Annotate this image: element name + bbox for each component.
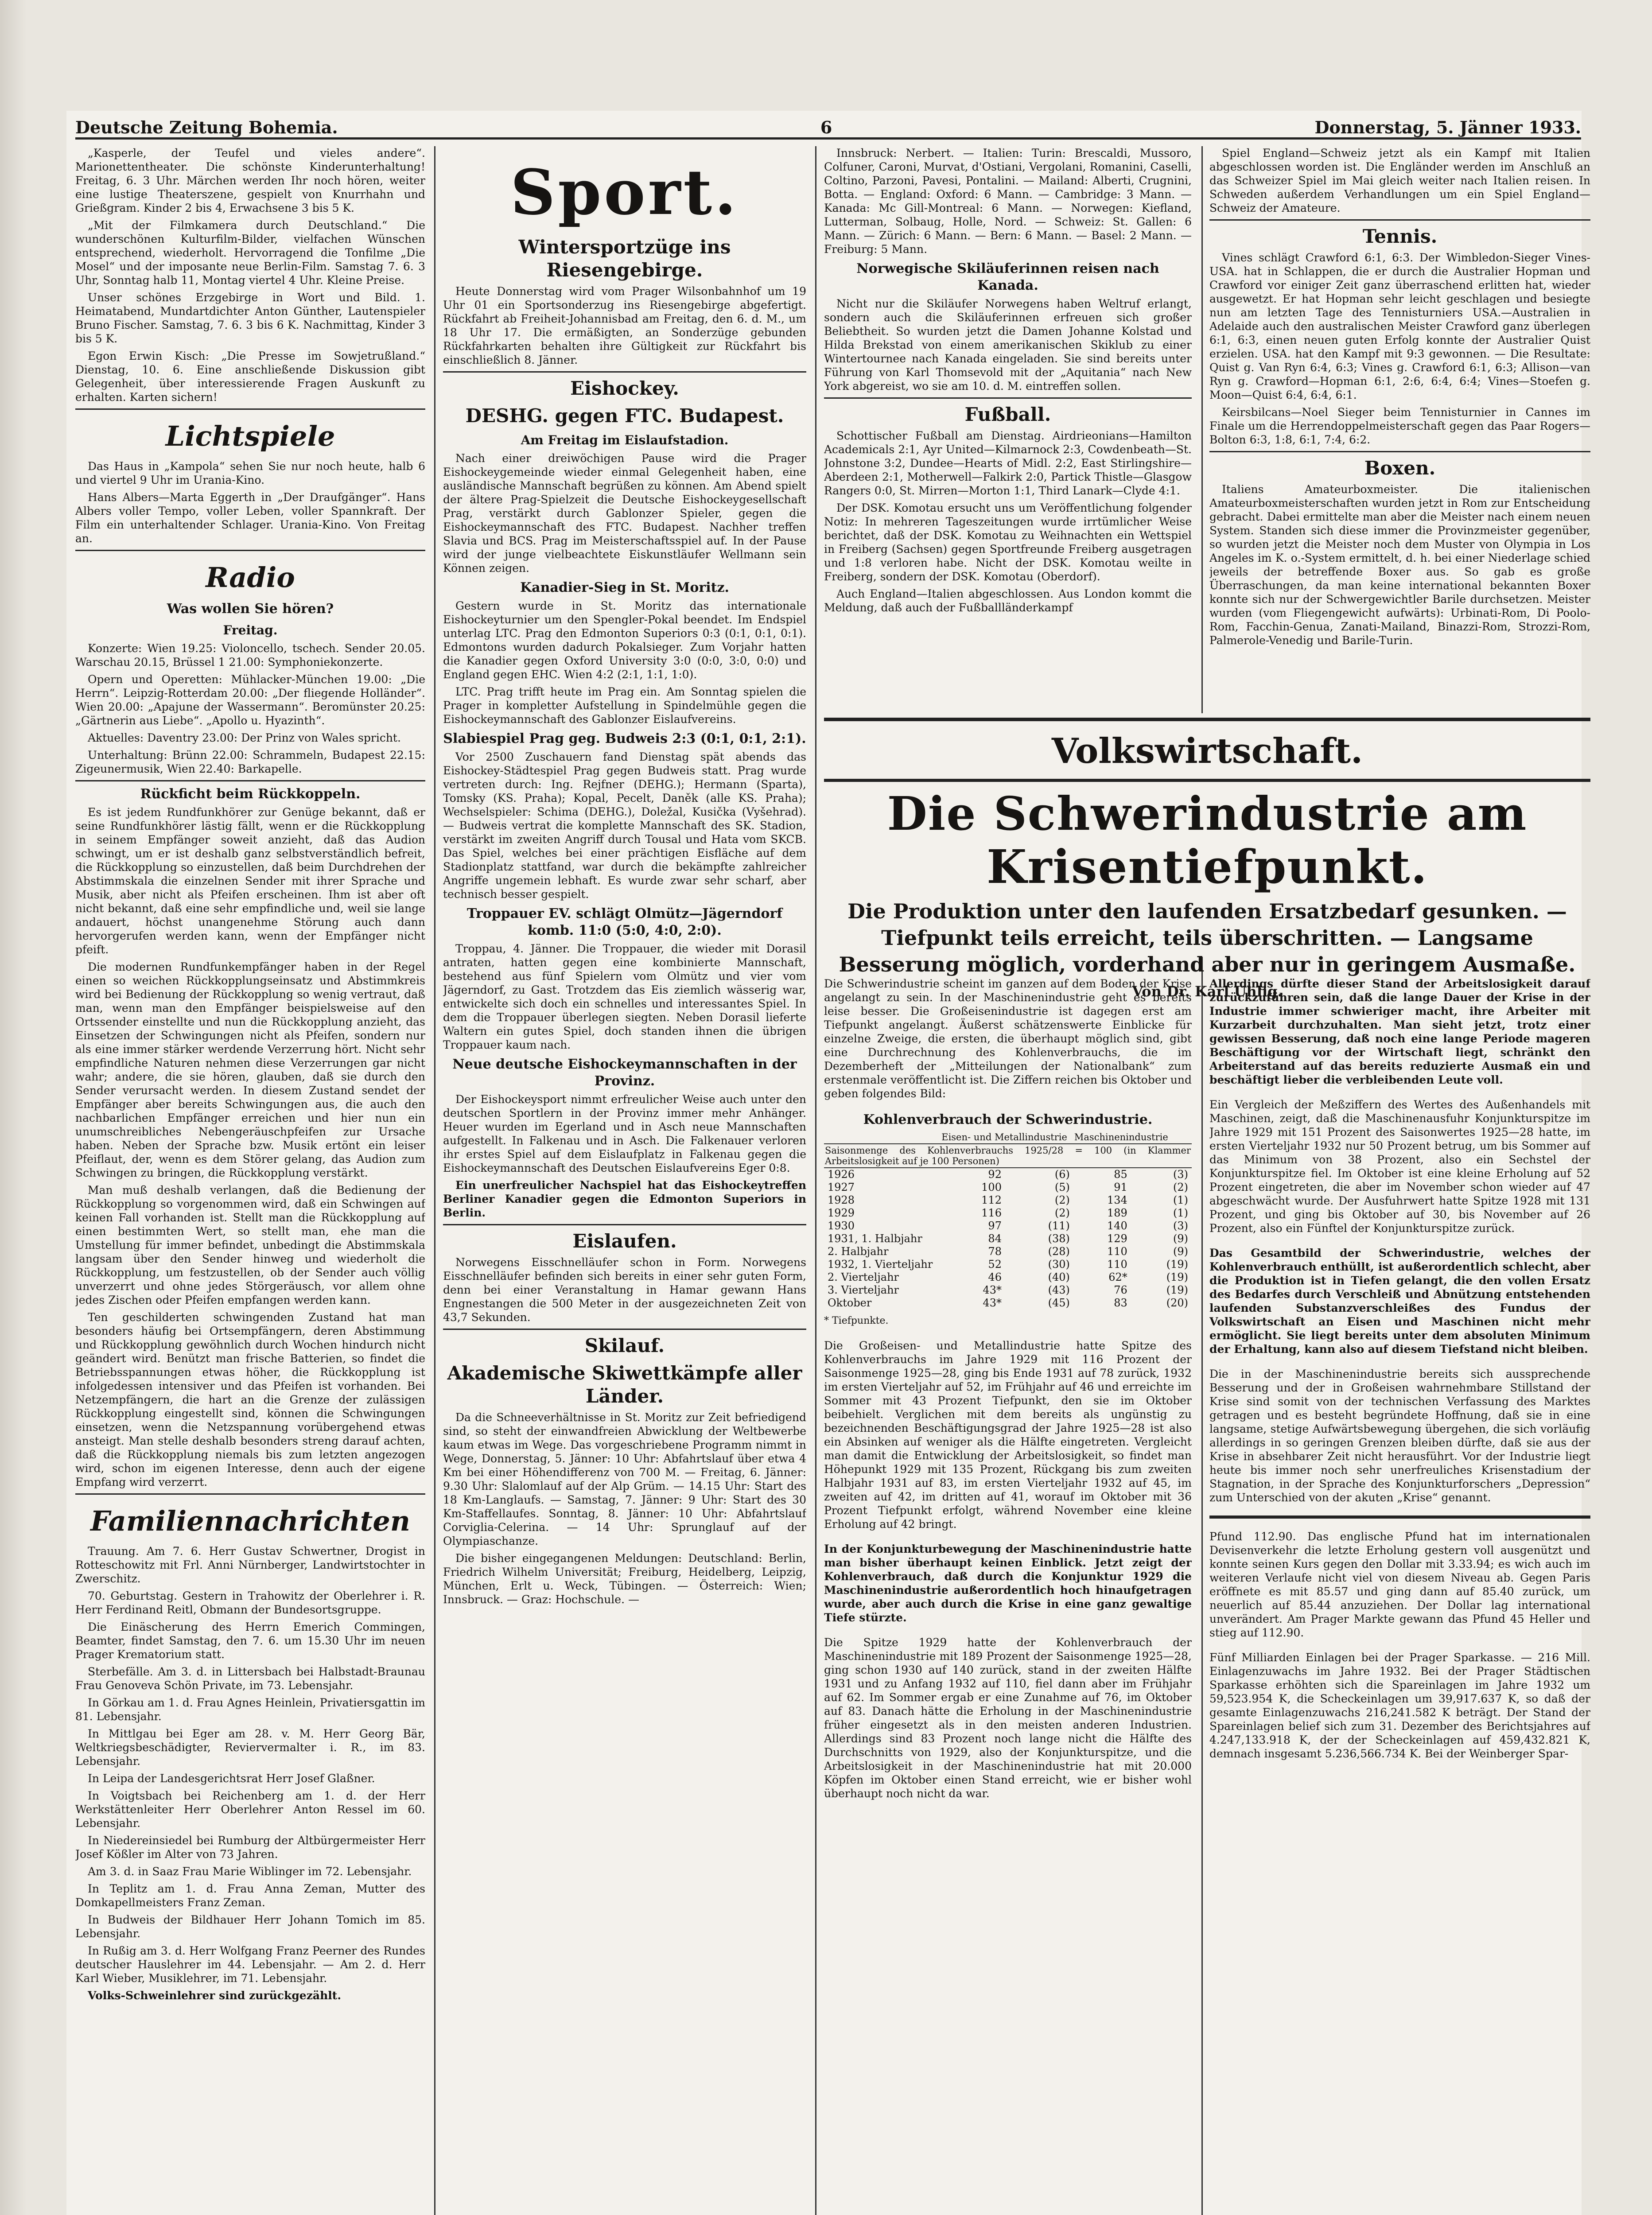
table-cell: (30) xyxy=(1048,1258,1070,1271)
subsection-heading-fussball: Fußball. xyxy=(964,404,1051,425)
table-subheader-cell: Saisonmenge des Kohlenverbrauchs 1925/28 = 100 (in Klammer Arbeitslosigkeit auf je 100 Personen) xyxy=(824,1144,1192,1168)
article-paragraph: Gestern wurde in St. Moritz das internationale Eishockeyturnier um den Spengler-Pokal beendet. Im Endspiel unterlag LTC. Prag den Edmonton Superiors 0:3 (0:1, 0:1, 0:1). Edmontons wurden dadurch Pokalsieger. Zum Vorjahr hatten die Kanadier gegen Oxford University 3:0 (0:0, 3:0, 0:0) und England gegen EHC. Wien 4:2 (2:1, 1:1, 1:0). xyxy=(443,599,806,681)
running-header xyxy=(75,111,1581,140)
section-heading-lichtspiele: Lichtspiele xyxy=(165,420,335,452)
radio-heading: Was wollen Sie hören? xyxy=(167,601,334,617)
cinema-notice: Das Haus in „Kampola“ sehen Sie nur noch heute, halb 6 und viertel 9 Uhr im Urania-Kino. xyxy=(75,460,425,486)
table-cell: (38) xyxy=(1048,1232,1070,1245)
section-heading-sport: Sport. xyxy=(510,156,739,229)
article-paragraph: Der Eishockeysport nimmt erfreulicher Weise auch unter den deutschen Sportlern in der Provinz immer mehr Anhänger. Heuer wurden im Egerland und in Asch neue Mannschaften aufgestellt. In Falkenau und in Asch. Die Falkenauer verloren ihr erstes Spiel auf dem Eislaufplatz in Falkenau gegen die Eishockeymannschaft des Deutschen Eislaufvereins Eger 0:8. xyxy=(443,1093,806,1174)
table-cell: 3. Vierteljahr xyxy=(828,1284,899,1296)
table-cell: 97 xyxy=(988,1220,1002,1232)
divider xyxy=(824,397,1192,399)
table-cell: 134 xyxy=(1107,1194,1127,1206)
table-cell: 189 xyxy=(1107,1207,1127,1219)
table-cell: (9) xyxy=(1173,1245,1188,1258)
article-paragraph: In der Konjunkturbewegung der Maschinenindustrie hatte man bisher überhaupt keinen Einblick. Jetzt zeigt der Kohlenverbrauch, daß durch die Konjunktur 1929 die Maschinenindustrie außerordentlich hoch hinaufgetragen wurde, aber auch durch die Krise in eine ganz gewaltige Tiefe stürzte. xyxy=(824,1543,1192,1624)
table-row xyxy=(824,1207,1192,1220)
subsection-heading-eishockey: Eishockey. xyxy=(570,377,679,399)
family-notice: Die Einäscherung des Herrn Emerich Commingen, Beamter, findet Samstag, den 7. 6. um 15.30 Uhr im neuen Prager Krematorium statt. xyxy=(75,1620,425,1661)
table-cell: (45) xyxy=(1048,1297,1070,1309)
family-notice: Am 3. d. in Saaz Frau Marie Wiblinger im 72. Lebensjahr. xyxy=(88,1865,412,1878)
table-cell: (28) xyxy=(1048,1245,1070,1258)
divider xyxy=(824,779,1590,782)
table-cell: (2) xyxy=(1054,1207,1070,1219)
divider xyxy=(443,1329,806,1330)
table-cell: (1) xyxy=(1173,1207,1188,1219)
article-paragraph: Die in der Maschinenindustrie bereits sich aussprechende Besserung und der in Großeisen wahrnehmbare Stillstand der Krise sind somit von der technischen Verfassung des Marktes getragen und es besteht begründete Hoffnung, daß sie in eine langsame, stetige Aufwärtsbewegung übergehen, die sich vorläufig allerdings in so geringen Grenzen bleiben dürfte, daß sie aus der Krise in absehbarer Zeit nicht herausführt. Vor der Industrie liegt heute bis immer noch sehr unerfreuliches Krisenstadium der Stagnation, in der Sprache des Konjunkturforschers „Depression“ zum Unterschied von der akuten „Krise“ genannt. xyxy=(1209,1368,1590,1504)
article-paragraph: Vor 2500 Zuschauern fand Dienstag spät abends das Eishockey-Städtespiel Prag gegen Budweis statt. Prag wurde vertreten durch: Ing. Rejfner (DEHG.); Hermann (Sparta), Tomsky (KS. Praha); Kopal, Pecelt, Daněk (alle KS. Praha); Wechselspieler: Schima (DEHG.), Doležal, Kusička (Vyšehrad). — Budweis vertrat die komplette Mannschaft des SK. Stadion, verstärkt im zweiten Angriff durch Tousal und Hata vom SKCB. Das Spiel, welches bei einer prächtigen Eisfläche auf dem Stadionplatz stattfand, war durch die bekämpfte zahlreicher Angriffe ungemein lebhaft. Es wurde zwar sehr scharf, aber technisch besser gespielt. xyxy=(443,750,806,901)
event-notice: „Kasperle, der Teufel und vieles andere“. Marionettentheater. Die schönste Kinderunterhaltung! Freitag, 6. 3 Uhr. Märchen werden Ihr noch hören, weiter eine lustige Theaterszene, gespielt von Knurrhahn und Grießgram. Kinder 2 bis 4, Erwachsene 3 bis 5 K. xyxy=(75,147,425,214)
family-notice: In Budweis der Bildhauer Herr Johann Tomich im 85. Lebensjahr. xyxy=(75,1913,425,1940)
family-notice: In Mittlgau bei Eger am 28. v. M. Herr Georg Bär, Weltkriegsbeschädigter, Reviervermalter i. R., im 83. Lebensjahr. xyxy=(75,1727,425,1768)
article-paragraph: LTC. Prag trifft heute im Prag ein. Am Sonntag spielen die Prager in kompletter Aufstellung in Spindelmühle gegen die Eishockeymannschaft des Gablonzer Eislaufvereins. xyxy=(443,685,806,726)
table-cell: (11) xyxy=(1048,1220,1070,1232)
table-cell: 91 xyxy=(1114,1181,1127,1193)
article-paragraph: Auch England—Italien abgeschlossen. Aus London kommt die Meldung, daß auch der Fußballländerkampf xyxy=(824,587,1192,614)
table-cell: 2. Halbjahr xyxy=(828,1245,889,1258)
economy-column-right xyxy=(1209,966,1590,2215)
table-cell: 1930 xyxy=(828,1220,855,1232)
table-row xyxy=(824,1181,1192,1194)
table-cell: (1) xyxy=(1173,1194,1188,1206)
article-paragraph: Vines schlägt Crawford 6:1, 6:3. Der Wimbledon-Sieger Vines-USA. hat in Schlappen, die er durch die Australier Hopman und Crawford vor einiger Zeit ganz überraschend erlitten hat, wieder ausgewetzt. Er hat Hopman sehr leicht geschlagen und besiegte nun am letzten Tage des Tennisturniers USA.—Australien in Adelaide auch den australischen Meister Crawford ganz überlegen 6:1, 6:3, einen neuen guten Erfolg konnte der Australier Quist erzielen. USA. hat den Kampf mit 9:3 gewonnen. — Die Resultate: Quist g. Van Ryn 6:4, 6:3; Vines g. Crawford 6:1, 6:3; Allison—van Ryn g. Crawford—Hopman 6:1, 2:6, 6:4, 6:4; Vines—Stoefen g. Moon—Quist 6:4, 6:4, 6:1. xyxy=(1209,251,1590,401)
table-cell: (19) xyxy=(1166,1258,1188,1271)
economy-headline-block xyxy=(824,727,1590,1000)
section-heading-radio: Radio xyxy=(206,561,295,594)
table-cell: Oktober xyxy=(828,1297,872,1309)
cinema-notice: Hans Albers—Marta Eggerth in „Der Draufgänger“. Hans Albers voller Tempo, voller Leben, voller Spannkraft. Der Film ein unterhaltender Schlager. Urania-Kino. Von Freitag an. xyxy=(75,491,425,545)
section-heading-familiennachrichten: Familiennachrichten xyxy=(90,1505,410,1537)
table-row xyxy=(824,1271,1192,1284)
table-header-row xyxy=(824,1131,1192,1144)
economy-main-headline: Die Schwerindustrie am Krisentiefpunkt. xyxy=(887,786,1528,894)
column-sport xyxy=(443,146,806,2215)
article-paragraph: Die modernen Rundfunkempfänger haben in der Regel einen so weichen Rückkopplungseinsatz und Abstimmkreis wird bei Bedienung der Rückkopplung so wenig vertraut, daß man, wenn man den Empfänger beispielsweise auf den Ortssender einstellte und nun die Rückkopplung anzieht, das Einsetzen der Schwingungen nicht als Pfeifen, sondern nur als eine immer stärker werdende Verzerrung hört. Nicht sehr empfindliche Naturen nehmen diese Verzerrungen gar nicht wahr; andere, die sie hören, glauben, daß sie durch den Sender verursacht werden. In diesem Zustand sendet der Empfänger aber bereits Schwingungen aus, die auch den nachbarlichen Empfänger erreichen und hier nun ein unumschreibliches Nebengeräuschpfeifen zur Ursache haben. Neben der Sprache bzw. Musik ertönt ein leiser Pfeiflaut, der, wenn es dem Störer gelang, das Audion zum Schwingen zu bringen, die Rückkopplung verstärkt. xyxy=(75,960,425,1179)
table-cell: 1926 xyxy=(828,1168,855,1181)
divider xyxy=(75,550,425,551)
article-paragraph: Es ist jedem Rundfunkhörer zur Genüge bekannt, daß er seine Rundfunkhörer lästig fällt, wenn er die Rückkopplung in seinem Empfänger soweit anzieht, daß das Audion schwingt, um er ist deshalb ganz selbstverständlich befreit, die Rückkopplung so einzustellen, daß beim Durchdrehen der Abstimmskala die einzelnen Sender mit ihrer Sprache und Musik, aber nicht als Pfeifen erscheinen. Ihm ist aber oft nicht bekannt, daß eine sehr empfindliche und, weil sie lange andauert, höchst unangenehme Störung auch dann hervorgerufen werden kann, wenn der Empfänger nicht pfeift. xyxy=(75,806,425,956)
table-cell: 110 xyxy=(1107,1258,1127,1271)
table-cell: 1927 xyxy=(828,1181,855,1193)
article-paragraph: Ein unerfreulicher Nachspiel hat das Eishockeytreffen Berliner Kanadier gegen die Edmonton Superiors in Berlin. xyxy=(443,1179,806,1219)
radio-listing: Aktuelles: Daventry 23.00: Der Prinz von Wales spricht. xyxy=(88,731,401,744)
radio-listing: Konzerte: Wien 19.25: Violoncello, tschech. Sender 20.05. Warschau 20.15, Brüssel 1 21.00: Symphoniekonzerte. xyxy=(75,642,425,668)
table-header-cell: Maschinenindustrie xyxy=(1073,1131,1192,1144)
article-headline: Rückficht beim Rückkoppeln. xyxy=(140,786,361,802)
article-paragraph: Nach einer dreiwöchigen Pause wird die Prager Eishockeygemeinde wieder einmal Gelegenheit haben, eine ausländische Mannschaft begrüßen zu können. Am Abend spielt der ältere Prag-Spielzeit die Deutsche Eishockeygesellschaft Prag, verstärkt durch Gablonzer Spieler, gegen die Eishockeymannschaft des FTC. Budapest. Nachher treffen Slavia und BCS. Prag im Meisterschaftsspiel auf. In der Pause wird der junge vielbeachtete Eiskunstläufer Wellmann sein Können zeigen. xyxy=(443,452,806,575)
article-paragraph: Troppau, 4. Jänner. Die Troppauer, die wieder mit Dorasil antraten, hatten gegen eine kombinierte Mannschaft, bestehend aus fünf Spielern vom Olmütz und vier vom Jägerndorf, zu Gast. Trotzdem das Eis ziemlich wässerig war, entwickelte sich doch ein schnelles und interessantes Spiel. In dem die Troppauer überlegen siegten. Neben Dorasil lieferte Waltern ein gutes Spiel, doch standen ihnen die übrigen Troppauer kaum nach. xyxy=(443,942,806,1051)
column-rule-2 xyxy=(815,146,816,2215)
table-cell: 129 xyxy=(1107,1232,1127,1245)
table-cell: 1932, 1. Vierteljahr xyxy=(828,1258,933,1271)
table-cell: (5) xyxy=(1054,1181,1070,1193)
event-notice: Unser schönes Erzgebirge in Wort und Bild. 1. Heimatabend, Mundartdichter Anton Günther, Lautenspieler Bruno Fischer. Samstag, 7. 6. 3 bis 6 K. Nachmittag, Kinder 3 bis 5 K. xyxy=(75,291,425,345)
table-cell: (43) xyxy=(1048,1284,1070,1296)
article-subheadline: Am Freitag im Eislaufstadion. xyxy=(521,433,729,447)
family-notice: Sterbefälle. Am 3. d. in Littersbach bei Halbstadt-Braunau Frau Genoveva Schön Private, im 73. Lebensjahr. xyxy=(75,1665,425,1692)
table-row xyxy=(824,1245,1192,1258)
article-paragraph: Heute Donnerstag wird vom Prager Wilsonbahnhof um 19 Uhr 01 ein Sportsonderzug ins Riesengebirge abgefertigt. Rückfahrt ab Freiheit-Johannisbad am Freitag, den 6. d. M., um 18 Uhr 17. Die ermäßigten, an Sonderzüge gebunden Rückfahrkarten behalten ihre Gültigkeit zur Rückfahrt bis einschließlich 8. Jänner. xyxy=(443,285,806,366)
article-paragraph: Ein Vergleich der Meßziffern des Wertes des Außenhandels mit Maschinen, zeigt, daß die Maschinenausfuhr Konjunkturspitze im Jahre 1929 mit 151 Prozent des Saisonwertes 1925—28 hatte, im ersten Vierteljahr 1932 nur 50 Prozent betrug, um bis Sommer auf das Minimum von 38 Prozent, also ein Sechstel der Konjunkturspitze fiel. Im Oktober ist eine kleine Erholung auf 52 Prozent eingetreten, die aber im November schon wieder auf 47 abgeschwächt wurde. Der Ausfuhrwert hatte Spitze 1928 mit 131 Prozent, und ging bis Oktober auf 30, bis November auf 26 Prozent, also ein Fünftel der Konjunkturspitze zurück. xyxy=(1209,1098,1590,1235)
table-cell: 140 xyxy=(1107,1220,1127,1232)
table-cell: 1928 xyxy=(828,1194,855,1206)
divider xyxy=(1209,219,1590,221)
table-row xyxy=(824,1297,1192,1310)
table-cell: 78 xyxy=(988,1245,1002,1258)
article-paragraph: Die Schwerindustrie scheint im ganzen auf dem Boden der Krise angelangt zu sein. In der Maschinenindustrie geht es bereits leise besser. Die Großeisenindustrie ist dagegen erst am Tiefpunkt angelangt. Äußerst schätzenswerte Einblicke für einzelne Zweige, die ersten, die überhaupt möglich sind, gibt eine Durchrechnung des Kohlenverbrauchs, die im Dezemberheft der „Mitteilungen der Nationalbank“ zum erstenmale veröffentlicht ist. Die Ziffern reichen bis Oktober und geben folgendes Bild: xyxy=(824,977,1192,1100)
section-rule xyxy=(824,718,1590,721)
table-cell: (40) xyxy=(1048,1271,1070,1283)
article-headline: Akademische Skiwettkämpfe aller Länder. xyxy=(447,1362,802,1407)
table-cell: 112 xyxy=(981,1194,1002,1206)
family-notice: In Niedereinsiedel bei Rumburg der Altbürgermeister Herr Josef Kößler im Alter von 73 Jahren. xyxy=(75,1834,425,1861)
article-headline: Troppauer EV. schlägt Olmütz—Jägerndorf komb. 11:0 (5:0, 4:0, 2:0). xyxy=(466,906,783,938)
event-notice: Egon Erwin Kisch: „Die Presse im Sowjetrußland.“ Dienstag, 10. 6. Eine anschließende Diskussion gibt Gelegenheit, über interessierende Fragen Auskunft zu erhalten. Karten sichern! xyxy=(75,350,425,404)
subsection-heading-eislaufen: Eislaufen. xyxy=(572,1230,677,1252)
article-paragraph: Schottischer Fußball am Dienstag. Airdrieonians—Hamilton Academicals 2:1, Ayr United—Kilmarnock 2:3, Cowdenbeath—St. Johnstone 3:2, Dundee—Hearts of Midl. 2:2, East Stirlingshire—Aberdeen 2:1, Motherwell—Falkirk 2:0, Partick Thistle—Glasgow Rangers 0:0, St. Mirren—Morton 1:1, Third Lanark—Clyde 4:1. xyxy=(824,429,1192,497)
article-paragraph: Die Spitze 1929 hatte der Kohlenverbrauch der Maschinenindustrie mit 189 Prozent der Saisonmenge 1925—28, ging schon 1930 auf 140 zurück, stand in der zweiten Hälfte 1931 und zu Anfang 1932 auf 110, fiel dann aber im Frühjahr auf 62. Im Sommer ergab er eine Zunahme auf 76, im Oktober auf 83. Danach hätte die Erholung in der Maschinenindustrie früher eingesetzt als in den meisten anderen Industrien. Allerdings sind 83 Prozent noch lange nicht die Hälfte des Durchschnitts von 1929, also der Konjunkturspitze, und die Arbeitslosigkeit in der Maschinenindustrie hat mit 20.000 Köpfen im Oktober einen Stand erreicht, wie er bisher wohl überhaupt noch nicht da war. xyxy=(824,1636,1192,1800)
table-cell: 62* xyxy=(1108,1271,1127,1283)
family-notice: In Görkau am 1. d. Frau Agnes Heinlein, Privatiersgattin im 81. Lebensjahr. xyxy=(75,1696,425,1723)
family-notice: In Voigtsbach bei Reichenberg am 1. d. der Herr Werkstättenleiter Herr Oberlehrer Anton Ressel im 60. Lebensjahr. xyxy=(75,1789,425,1830)
article-paragraph: Nicht nur die Skiläufer Norwegens haben Weltruf erlangt, sondern auch die Skiläuferinnen erfreuen sich großer Beliebtheit. So wurden jetzt die Damen Johanne Kolstad und Hilda Brekstad von einem amerikanischen Skiklub zu einer Wintertournee nach Kanada eingeladen. Sie sind bereits unter Führung von Karl Thomsevold mit der „Aquitania“ nach New York abgereist, wo sie am 10. d. M. eintreffen sollen. xyxy=(824,297,1192,392)
table-cell: 110 xyxy=(1107,1245,1127,1258)
divider xyxy=(75,408,425,410)
page-gutter-shadow xyxy=(0,0,27,2215)
radio-day: Freitag. xyxy=(223,623,278,637)
article-paragraph: Die Großeisen- und Metallindustrie hatte Spitze des Kohlenverbrauchs im Jahre 1929 mit 116 Prozent der Saisonmenge 1925—28, ging bis Ende 1931 auf 78 zurück, 1932 im ersten Vierteljahr auf 52, im Frühjahr auf 46 und erreichte im Sommer mit 43 Prozent Tiefpunkt, den sie im Oktober beibehielt. Verglichen mit dem bereits als ungünstig zu bezeichnenden Beschäftigungsgrad der Jahre 1925—28 ist also ein Absinken auf weniger als die Hälfte eingetreten. Vergleicht man damit die Entwicklung der Arbeitslosigkeit, so findet man Höhepunkt 1929 mit 135 Prozent, Rückgang bis zum zweiten Halbjahr 1931 auf 83, im ersten Vierteljahr 1932 auf 45, im zweiten auf 42, im dritten auf 41, worauf im Oktober mit 36 Prozent Tiefpunkt erfolgt, während November eine kleine Erholung auf 42 bringt. xyxy=(824,1339,1192,1531)
radio-listing: Opern und Operetten: Mühlacker-München 19.00: „Die Herrn“. Leipzig-Rotterdam 20.00: „Der fliegende Holländer“. Wien 20.00: „Apajune der Wassermann“. Beromünster 20.25: „Gärtnerin aus Liebe“. „Apollo u. Hyazinth“. xyxy=(75,673,425,727)
table-cell: 43* xyxy=(983,1284,1002,1296)
article-paragraph: Pfund 112.90. Das englische Pfund hat im internationalen Devisenverkehr die letzte Erholung gestern voll ausgenützt und konnte seinen Kurs gegen den Dollar mit 3.33.94; es wich auch im weiteren Verlaufe nicht viel von diesem Niveau ab. Gegen Paris eröffnete es mit 85.57 und ging dann auf 85.40 zurück, um neuerlich auf 85.44 anzuziehen. Der Dollar lag international unverändert. Am Prager Markte gewann das Pfund 45 Heller und stieg auf 112.90. xyxy=(1209,1530,1590,1639)
family-notice: Trauung. Am 7. 6. Herr Gustav Schwertner, Drogist in Rotteschowitz mit Frl. Anni Nürnberger, Landwirtstochter in Zwerschitz. xyxy=(75,1545,425,1585)
divider xyxy=(75,780,425,781)
article-headline: Norwegische Skiläuferinnen reisen nach Kanada. xyxy=(856,261,1159,293)
article-paragraph: Keirsbilcans—Noel Sieger beim Tennisturnier in Cannes im Finale um die Herrendoppelmeisterschaft gegen das Paar Rogers—Bolton 6:3, 1:8, 6:1, 7:4, 6:2. xyxy=(1209,406,1590,446)
article-paragraph: Allerdings dürfte dieser Stand der Arbeitslosigkeit darauf zurückzuführen sein, daß die lange Dauer der Krise in der Industrie immer schwieriger macht, ihre Arbeiter mit Kurzarbeit durchzuhalten. Man sieht jetzt, trotz einer gewissen Besserung, daß noch eine lange Periode mageren Beschäftigung vor der Wirtschaft liegt, schränkt den Arbeiterstand auf das bereits reduzierte Ausmaß ein und beschäftigt lieber die verbleibenden Leute voll. xyxy=(1209,977,1590,1086)
issue-date: Donnerstag, 5. Jänner 1933. xyxy=(1314,117,1581,137)
article-paragraph: Das Gesamtbild der Schwerindustrie, welches der Kohlenverbrauch enthüllt, ist außerordentlich schlecht, aber die Produktion ist in Tiefen gelangt, die den vollen Ersatz des Bedarfes durch Verschleiß und Abnützung entstehenden laufenden Substanzverschleißes des Fundus der Volkswirtschaft an Eisen und Maschinen nicht mehr ermöglicht. Sie liegt bereits unter dem absoluten Minimum der Erhaltung, kann also auf diesem Tiefstand nicht bleiben. xyxy=(1209,1247,1590,1356)
table-cell: (3) xyxy=(1173,1168,1188,1181)
column-rule-1 xyxy=(434,146,435,2215)
table-title: Kohlenverbrauch der Schwerindustrie. xyxy=(863,1112,1153,1127)
table-row xyxy=(824,1220,1192,1232)
table-cell: (9) xyxy=(1173,1232,1188,1245)
table-cell: 52 xyxy=(988,1258,1002,1271)
table-cell: 100 xyxy=(981,1181,1002,1193)
table-cell: (19) xyxy=(1166,1284,1188,1296)
divider xyxy=(1209,1516,1590,1519)
table-cell: 76 xyxy=(1114,1284,1127,1296)
table-cell: 46 xyxy=(988,1271,1002,1283)
article-headline: DESHG. gegen FTC. Budapest. xyxy=(465,405,784,427)
article-paragraph: Spiel England—Schweiz jetzt als ein Kampf mit Italien abgeschlossen worden ist. Die Engländer werden im Anschluß an das Schweizer Spiel im Mai gleich weiter nach Italien reisen. In Schweden außerdem Verhandlungen um ein Spiel England—Schweiz der Amateure. xyxy=(1209,147,1590,214)
article-headline: Slabiespiel Prag geg. Budweis 2:3 (0:1, 0:1, 2:1). xyxy=(443,731,806,746)
section-heading-volkswirtschaft: Volkswirtschaft. xyxy=(1051,731,1363,771)
family-notice: In Teplitz am 1. d. Frau Anna Zeman, Mutter des Domkapellmeisters Franz Zeman. xyxy=(75,1882,425,1909)
article-paragraph: Italiens Amateurboxmeister. Die italienischen Amateurboxmeisterschaften wurden jetzt in Rom zur Entscheidung gebracht. Dabei ermittelte man aber die Meister nach einem neuen System. Standen sich diese immer die Provinzmeister gegenüber, so wurden jetzt die Meister noch dem Muster von Olympia in Los Angeles im K. o.-System ermittelt, d. h. bei einer Niederlage schied jeweils der betreffende Boxer aus. So gab es große Überraschungen, da man keine international bekannten Boxer konnte sich nur der Schwergewichtler Barile durchsetzen. Meister wurden (vom Fliegengewicht aufwärts): Urbinati-Rom, Di Poolo-Rom, Facchin-Genua, Zanati-Mailand, Binazzi-Rom, Strozzi-Rom, Palmerole-Venedig und Barile-Turin. xyxy=(1209,483,1590,647)
article-paragraph: Fünf Milliarden Einlagen bei der Prager Sparkasse. — 216 Mill. Einlagenzuwachs im Jahre 1932. Bei der Prager Städtischen Sparkasse erhöhten sich die Spareinlagen im Jahre 1932 um 59,523.954 K, die Scheckeinlagen um 39,917.637 K, so daß der gesamte Einlagenzuwachs 216,241.582 K beträgt. Der Stand der Spareinlagen belief sich zum 31. Dezember des Berichtsjahres auf 4.247,133.918 K, der der Scheckeinlagen auf 459,432.821 K, demnach insgesamt 5.236,566.734 K. Bei der Weinberger Spar- xyxy=(1209,1651,1590,1760)
family-notice: In Rußig am 3. d. Herr Wolfgang Franz Peerner des Rundes deutscher Hauslehrer im 44. Lebensjahr. — Am 2. d. Herr Karl Wieber, Musiklehrer, im 71. Lebensjahr. xyxy=(75,1944,425,1985)
divider xyxy=(75,1493,425,1495)
article-paragraph: Die bisher eingegangenen Meldungen: Deutschland: Berlin, Friedrich Wilhelm Universität; Freiburg, Heidelberg, Leipzig, München, Erlt u. Weck, Tübingen. — Österreich: Wien; Innsbruck. — Graz: Hochschule. — xyxy=(443,1552,806,1606)
column-tennis-boxing xyxy=(1209,146,1590,713)
subsection-heading-skilauf: Skilauf. xyxy=(584,1335,665,1356)
economy-subheadline: Die Produktion unter den laufenden Ersatzbedarf gesunken. — Tiefpunkt teils erreicht, teils überschritten. — Langsame Besserung möglich, vorderhand aber nur in geringem Ausmaße. xyxy=(839,899,1576,976)
economy-column-left xyxy=(824,966,1192,2215)
column-events-radio-family xyxy=(75,146,425,2215)
footer-note: Volks-Schweinlehrer sind zurückgezählt. xyxy=(88,1989,342,2002)
article-paragraph: Da die Schneeverhältnisse in St. Moritz zur Zeit befriedigend sind, so steht der einwandfreien Abwicklung der Weltbewerbe kaum etwas im Wege. Das vorgeschriebene Programm nimmt in Wege, Donnerstag, 5. Jänner: 10 Uhr: Abfahrtslauf über etwa 4 Km bei einer Höhendifferenz von 700 M. — Freitag, 6. Jänner: 9.30 Uhr: Slalomlauf auf der Alp Grüm. — 14.15 Uhr: Start des 18 Km-Langlaufs. — Samstag, 7. Jänner: 9 Uhr: Start des 30 Km-Staffellaufes. Sonntag, 8. Jänner: 10 Uhr: Abfahrtslauf Corviglia-Celerina. — 14 Uhr: Sprunglauf auf der Olympiaschanze. xyxy=(443,1411,806,1547)
divider xyxy=(443,1224,806,1225)
divider xyxy=(443,371,806,373)
coal-consumption-table xyxy=(824,1131,1192,1310)
table-header-cell xyxy=(824,1131,941,1144)
table-cell: (20) xyxy=(1166,1297,1188,1309)
divider xyxy=(1209,451,1590,452)
table-row xyxy=(824,1168,1192,1181)
subsection-heading-boxen: Boxen. xyxy=(1364,457,1436,479)
masthead-name: Deutsche Zeitung Bohemia. xyxy=(75,117,338,137)
subsection-heading-tennis: Tennis. xyxy=(1362,225,1438,247)
table-footnote: * Tiefpunkte. xyxy=(824,1315,889,1326)
article-headline: Wintersportzüge ins Riesengebirge. xyxy=(518,236,731,281)
article-paragraph: Ten geschilderten schwingenden Zustand hat man besonders häufig bei Ortsempfängern, deren Abstimmung und Rückkopplung gewöhnlich durch Wochen hindurch nicht geändert wird. Benützt man frische Batterien, so findet die Betriebsspannungen etwas höher, die Rückkopplung ist infolgedessen intensiver und das Pfeifen ist vorhanden. Bei Netzempfängern, die hart an die Grenze der zulässigen Rückkopplung eingestellt sind, können die Schwingungen einsetzen, wenn die Netzspannung vorübergehend etwas ansteigt. Man stelle deshalb besonders streng darauf achten, daß die Rückkopplung niemals bis zum letzten angezogen wird, schon im eigenen Interesse, denn auch der eigene Empfang wird verzerrt. xyxy=(75,1311,425,1488)
article-headline: Kanadier-Sieg in St. Moritz. xyxy=(520,580,729,595)
table-row xyxy=(824,1194,1192,1207)
table-cell: 84 xyxy=(988,1232,1002,1245)
table-cell: 85 xyxy=(1114,1168,1127,1181)
table-row xyxy=(824,1284,1192,1297)
table-cell: (2) xyxy=(1173,1181,1188,1193)
article-paragraph: Innsbruck: Nerbert. — Italien: Turin: Brescaldi, Mussoro, Colfuner, Caroni, Murvat, d'Ostiani, Vergolani, Romanini, Caselli, Coltino, Parzoni, Pavesi, Pontalini. — Mailand: Alberti, Crugnini, Botta. — England: Oxford: 6 Mann. — Cambridge: 3 Mann. — Kanada: Mc Gill-Montreal: 6 Mann. — Norwegen: Kiefland, Lutterman, Solbaug, Holle, Nord. — Schweiz: St. Gallen: 6 Mann. — Zürich: 6 Mann. — Bern: 6 Mann. — Basel: 2 Mann. — Freiburg: 5 Mann. xyxy=(824,147,1192,256)
table-cell: 43* xyxy=(983,1297,1002,1309)
table-cell: (19) xyxy=(1166,1271,1188,1283)
author-byline: Von Dr. Karl Uhlig. xyxy=(1132,983,1283,1000)
article-paragraph: Man muß deshalb verlangen, daß die Bedienung der Rückkopplung so vorgenommen wird, daß ein Schwingen auf keinen Fall vorhanden ist. Stellt man die Rückkopplung auf einen bestimmten Wert, so stellt man, ehe man die Umstellung für immer befindet, unbedingt die Abstimmskala langsam über den Sender hinweg und wiederholt die Rückkopplung, um festzustellen, ob der Sender auch völlig unverzerrt und ohne jedes Störgeräusch, vor allem ohne jedes Zischen oder Pfeifen empfangen werden kann. xyxy=(75,1184,425,1306)
event-notice: „Mit der Filmkamera durch Deutschland.“ Die wunderschönen Kulturfilm-Bilder, vielfachen Wünschen entsprechend, wiederholt. Hervorragend die Tonfilme „Die Mosel“ und der imposante neue Berlin-Film. Samstag 7. 6. 3 Uhr, Sonntag halb 11, Montag viertel 4 Uhr. Kleine Preise. xyxy=(75,219,425,287)
column-sport-continued xyxy=(824,146,1192,713)
table-cell: 92 xyxy=(988,1168,1002,1181)
table-cell: 2. Vierteljahr xyxy=(828,1271,899,1283)
radio-listing: Unterhaltung: Brünn 22.00: Schrammeln, Budapest 22.15: Zigeunermusik, Wien 22.40: Barkapelle. xyxy=(75,749,425,775)
family-notice: 70. Geburtstag. Gestern in Trahowitz der Oberlehrer i. R. Herr Ferdinand Reitl, Obmann der Bundesortsgruppe. xyxy=(75,1589,425,1616)
table-cell: 83 xyxy=(1114,1297,1127,1309)
family-notice: In Leipa der Landesgerichtsrat Herr Josef Glaßner. xyxy=(88,1772,375,1785)
table-subheader-row xyxy=(824,1144,1192,1168)
article-headline: Neue deutsche Eishockeymannschaften in der Provinz. xyxy=(452,1057,797,1089)
article-paragraph: Der DSK. Komotau ersucht uns um Veröffentlichung folgender Notiz: In mehreren Tageszeitungen wurde irrtümlicher Weise berichtet, daß der DSK. Komotau zu Weihnachten ein Wettspiel in Freiberg (Sachsen) gegen Sportfreunde Freiberg ausgetragen und 1:8 verloren habe. Nicht der DSK. Komotau weilte in Freiberg, sondern der DSK. Komotau (Oberdorf). xyxy=(824,501,1192,583)
column-rule-4 xyxy=(1201,957,1203,2215)
table-cell: (2) xyxy=(1054,1194,1070,1206)
table-cell: 116 xyxy=(981,1207,1002,1219)
table-cell: (3) xyxy=(1173,1220,1188,1232)
table-cell: (6) xyxy=(1054,1168,1070,1181)
table-cell: 1931, 1. Halbjahr xyxy=(828,1232,922,1245)
table-header-cell: Eisen- und Metallindustrie xyxy=(941,1131,1073,1144)
column-rule-3 xyxy=(1201,146,1203,713)
page-number: 6 xyxy=(820,117,832,137)
table-cell: 1929 xyxy=(828,1207,855,1219)
table-row xyxy=(824,1258,1192,1271)
article-paragraph: Norwegens Eisschnelläufer schon in Form. Norwegens Eisschnelläufer befinden sich bereits in einer sehr guten Form, denn bei einer Veranstaltung in Hamar gewann Hans Engnestangen die 500 Meter in der ausgezeichneten Zeit von 43,7 Sekunden. xyxy=(443,1256,806,1324)
table-row xyxy=(824,1232,1192,1245)
